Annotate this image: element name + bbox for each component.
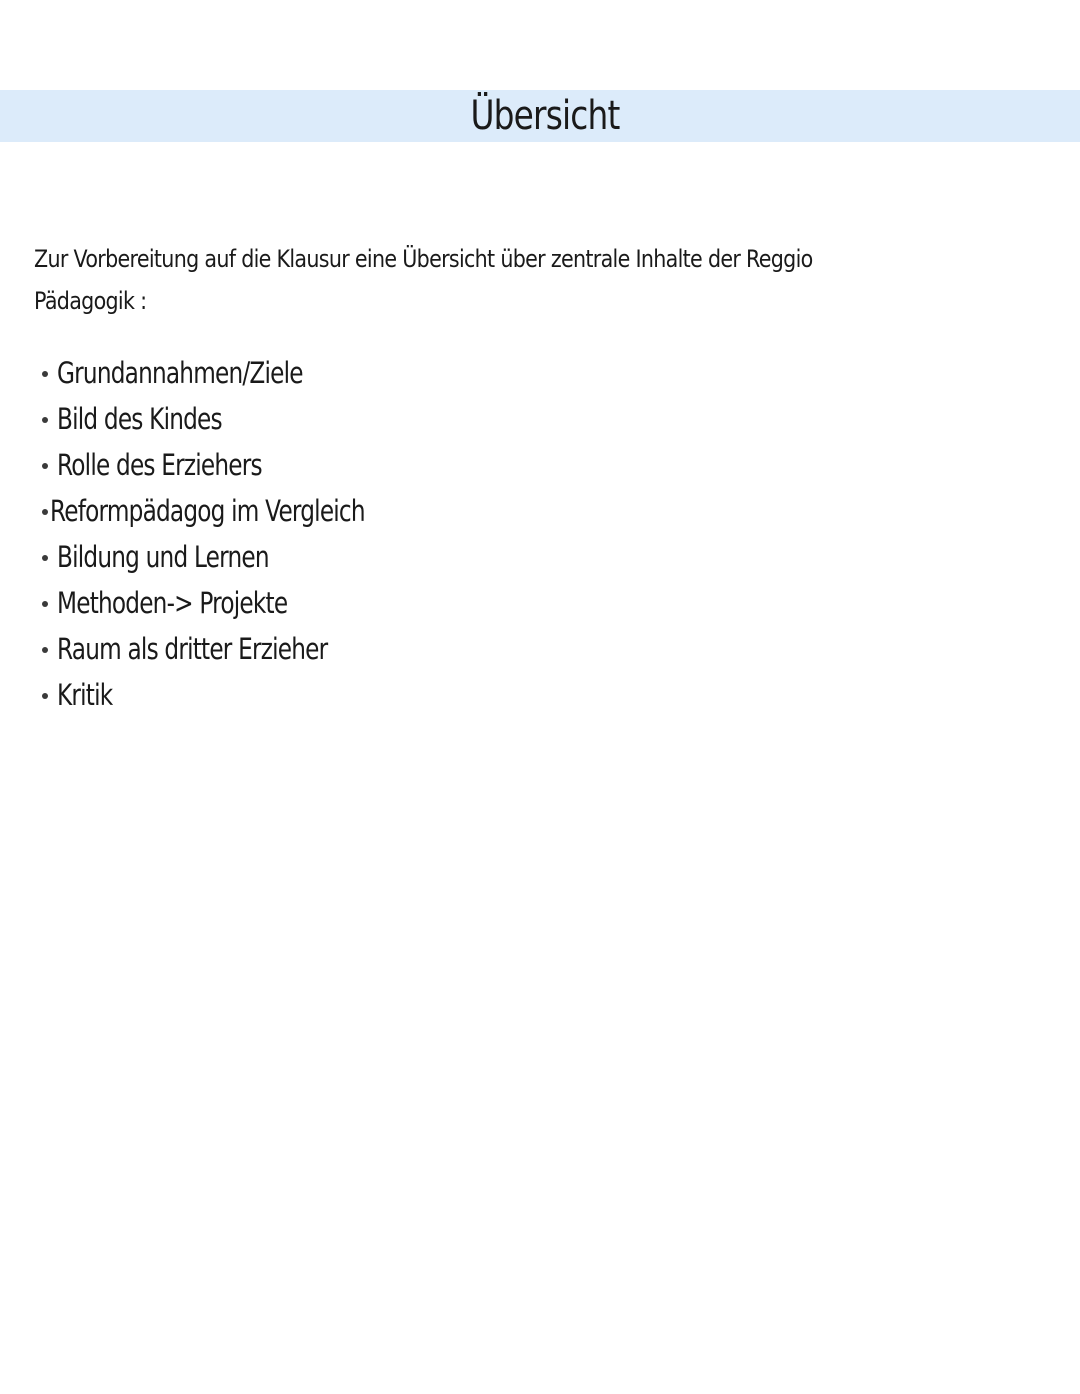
intro-line: Pädagogik : — [34, 287, 147, 315]
topic-label: Kritik — [57, 678, 113, 712]
title-band — [0, 90, 1080, 142]
bullet-icon — [42, 509, 48, 515]
intro-text — [34, 238, 813, 322]
topic-item-reformpaedagog — [42, 488, 444, 534]
bullet-icon — [42, 371, 48, 377]
topic-label: Rolle des Erziehers — [57, 448, 262, 482]
intro-line: Zur Vorbereitung auf die Klausur eine Übersicht über zentrale Inhalte der Reggio — [34, 245, 813, 273]
topic-item-kritik — [42, 672, 444, 718]
bullet-icon — [42, 463, 48, 469]
topic-label: Bildung und Lernen — [57, 540, 269, 574]
bullet-icon — [42, 555, 48, 561]
topic-item-raum — [42, 626, 444, 672]
bullet-icon — [42, 693, 48, 699]
topic-label: Grundannahmen/Ziele — [57, 356, 303, 390]
page-title: Übersicht — [470, 93, 620, 139]
topic-item-methoden — [42, 580, 444, 626]
topic-label: Methoden-> Projekte — [57, 586, 288, 620]
topic-item-bild-des-kindes — [42, 396, 444, 442]
topic-list — [42, 350, 444, 718]
topic-item-grundannahmen — [42, 350, 444, 396]
topic-label: Bild des Kindes — [57, 402, 222, 436]
topic-item-rolle-des-erziehers — [42, 442, 444, 488]
topic-item-bildung-und-lernen — [42, 534, 444, 580]
topic-label: Reformpädagog im Vergleich — [50, 494, 365, 528]
topic-label: Raum als dritter Erzieher — [57, 632, 328, 666]
bullet-icon — [42, 417, 48, 423]
bullet-icon — [42, 647, 48, 653]
bullet-icon — [42, 601, 48, 607]
